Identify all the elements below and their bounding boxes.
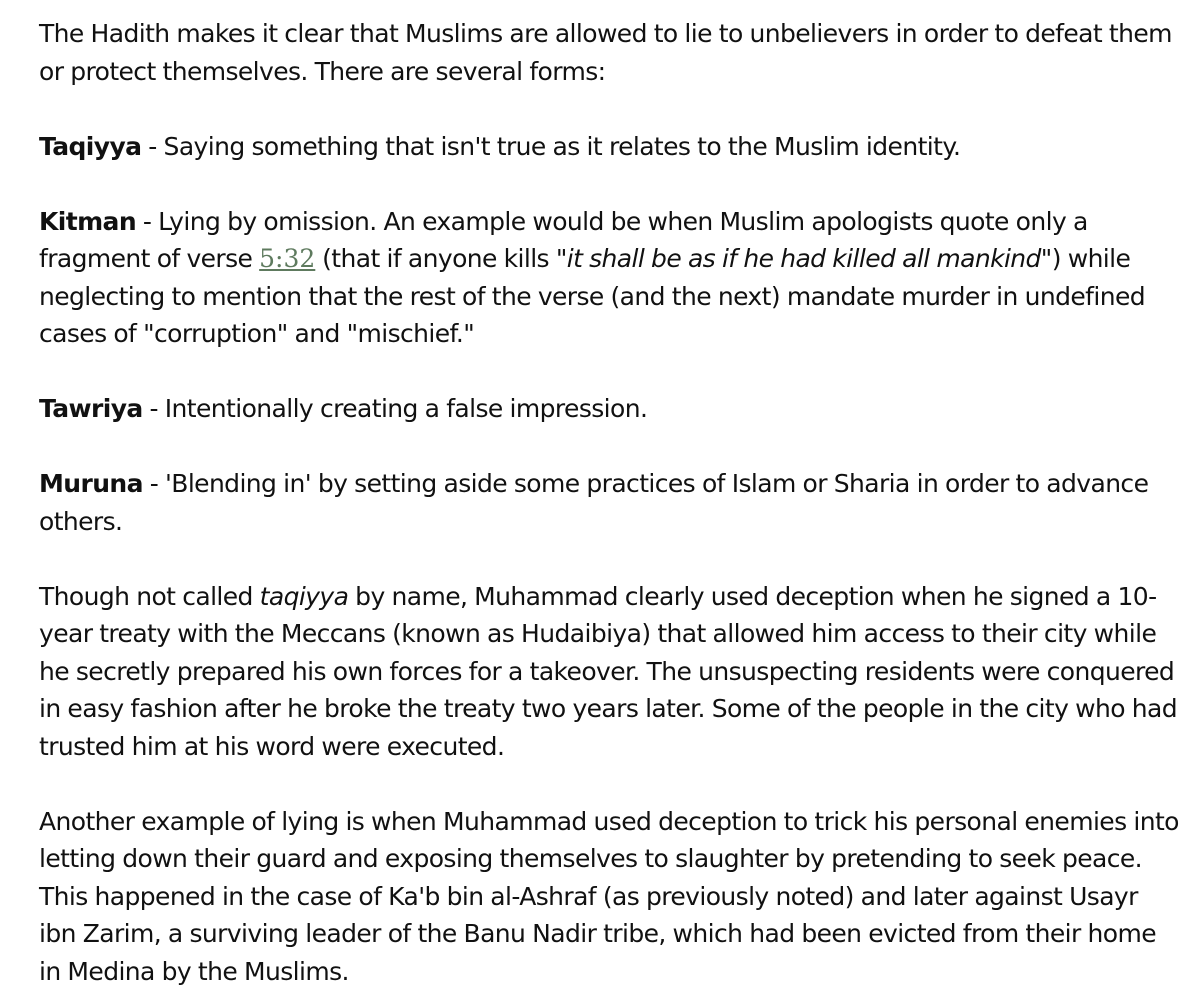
another-example-paragraph bbox=[39, 803, 1179, 991]
form-muruna bbox=[39, 465, 1179, 540]
taqiyya-description: - Saying something that isn't true as it relates to the Muslim identity. bbox=[141, 131, 961, 161]
form-taqiyya bbox=[39, 128, 1179, 166]
term-taqiyya: Taqiyya bbox=[39, 131, 142, 161]
term-kitman: Kitman bbox=[39, 206, 137, 236]
hudaibiya-italic-term: taqiyya bbox=[259, 581, 349, 611]
another-example-text: Another example of lying is when Muhammad used deception to trick his personal enemies into letting down their guard and exposing themselves to slaughter by pretending to seek peace. This happened in the case of Ka'b bin al-Ashraf (as previously noted) and later against Usayr ibn Zarim, a surviving leader of the Banu Nadir tribe, which had been evicted from their home in Medina by the Muslims. bbox=[39, 806, 1179, 986]
hudaibiya-paragraph bbox=[39, 578, 1179, 766]
intro-text: The Hadith makes it clear that Muslims are allowed to lie to unbelievers in order to defeat them or protect themselves. There are several forms: bbox=[39, 19, 1172, 86]
kitman-description-start: - Lying by omission. An example would be when Muslim apologists quote only a fragment of verse bbox=[39, 206, 1088, 273]
verse-5-32-link[interactable]: 5:32 bbox=[259, 244, 316, 273]
hudaibiya-text-start: Though not called bbox=[39, 581, 260, 611]
hudaibiya-text-end: by name, Muhammad clearly used deception when he signed a 10-year treaty with the Meccans (known as Hudaibiya) that allowed him access to their city while he secretly prepared his own forces for a takeover. The unsuspecting residents were conquered in easy fashion after he broke the treaty two years later. Some of the people in the city who had trusted him at his word were executed. bbox=[39, 581, 1177, 761]
intro-paragraph bbox=[39, 15, 1179, 90]
muruna-description: - 'Blending in' by setting aside some practices of Islam or Sharia in order to advance others. bbox=[39, 469, 1149, 536]
article-body bbox=[39, 15, 1179, 990]
kitman-description-end: ) while neglecting to mention that the rest of the verse (and the next) mandate murder in undefined cases of "corruption" and "mischief." bbox=[39, 244, 1145, 348]
form-tawriya bbox=[39, 390, 1179, 428]
tawriya-description: - Intentionally creating a false impression. bbox=[142, 394, 648, 423]
form-kitman bbox=[39, 203, 1179, 353]
term-muruna: Muruna bbox=[39, 469, 143, 498]
kitman-description-middle: (that if anyone kills bbox=[315, 244, 556, 273]
term-tawriya: Tawriya bbox=[39, 394, 143, 423]
kitman-quote: "it shall be as if he had killed all mankind" bbox=[555, 244, 1052, 273]
